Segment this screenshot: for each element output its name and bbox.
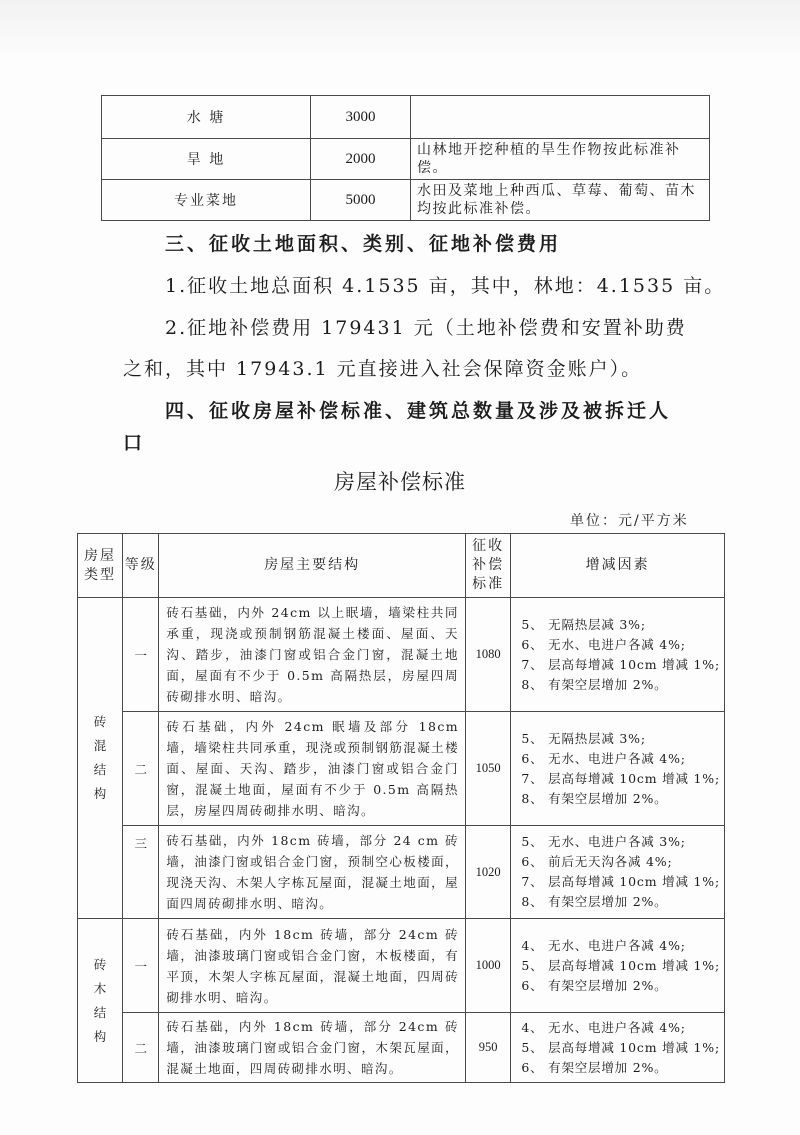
factor-item: 6、 无水、电进户各减 4%; [521, 750, 686, 766]
factor-item: 5、 层高每增减 10cm 增减 1%; [521, 957, 720, 973]
section-3-heading: 三、征收土地面积、类别、征地补偿费用 [165, 233, 562, 255]
section-3-item-2: 2.征地补偿费用 179431 元（土地补偿费和安置补助费 [165, 317, 687, 339]
land-price-cell: 2000 [311, 139, 411, 180]
section-4-heading-continued: 口 [123, 432, 146, 454]
factor-item: 8、 有架空层增加 2%。 [521, 676, 668, 692]
section-3-item-1: 1.征收土地总面积 4.1535 亩，其中，林地：4.1535 亩。 [165, 275, 726, 297]
header-type: 房屋 类型 [78, 534, 123, 598]
price-cell: 1020 [465, 826, 510, 919]
factor-item: 7、 层高每增减 10cm 增减 1%; [521, 874, 720, 889]
table-row [78, 1013, 725, 1083]
land-price-cell: 5000 [311, 180, 411, 221]
factor-item: 7、 层高每增减 10cm 增减 1%; [521, 656, 720, 672]
header-structure: 房屋主要结构 [159, 534, 466, 598]
house-table-title: 房屋补偿标准 [334, 470, 466, 494]
grade-cell: 三 [123, 826, 159, 919]
factor-item: 5、 无隔热层减 3%; [521, 730, 646, 746]
land-note-cell [411, 96, 710, 139]
grade-cell: 一 [123, 598, 159, 712]
land-type-cell: 水 塘 [102, 96, 311, 139]
table-row [78, 826, 725, 919]
header-factors: 增减因素 [511, 534, 725, 598]
land-type-cell: 旱 地 [102, 139, 311, 180]
section-4-heading: 四、征收房屋补偿标准、建筑总数量及涉及被拆迁人 [165, 400, 672, 422]
land-note-cell: 山林地开挖种植的旱生作物按此标准补偿。 [411, 139, 710, 180]
table-header-row [78, 534, 725, 598]
price-cell: 1050 [465, 712, 510, 826]
grade-cell: 二 [123, 712, 159, 826]
factor-item: 8、 有架空层增加 2%。 [521, 790, 668, 806]
house-type-cell: 砖 混 结 构 [78, 598, 123, 919]
factor-item: 7、 层高每增减 10cm 增减 1%; [521, 770, 720, 786]
factor-item: 5、 层高每增减 10cm 增减 1%; [521, 1039, 720, 1055]
factor-item: 5、 无隔热层减 3%; [521, 616, 646, 632]
structure-cell: 砖石基础，内外 24cm 眠墙及部分 18cm 墙，墙梁柱共同承重，现浇或预制钢筋混凝土楼面、屋面、天沟、踏步，油漆门窗或铝合金门窗，混凝土地面，屋面有不少于 0.5m 高隔热层，房屋四周砖砌排水明、暗沟。 [159, 712, 466, 826]
grade-cell: 一 [123, 919, 159, 1013]
table-row [78, 712, 725, 826]
factor-item: 4、 无水、电进户各减 4%; [521, 1019, 686, 1035]
price-cell: 1000 [465, 919, 510, 1013]
table-row [78, 598, 725, 712]
table-row [102, 96, 710, 139]
land-type-cell: 专业菜地 [102, 180, 311, 221]
factor-item: 6、 前后无天沟各减 4%; [521, 854, 673, 869]
factors-cell [511, 919, 725, 1013]
land-note-cell: 水田及菜地上种西瓜、草莓、葡萄、苗木均按此标准补偿。 [411, 180, 710, 221]
structure-cell: 砖石基础，内外 24cm 以上眠墙，墙梁柱共同承重，现浇或预制钢筋混凝土楼面、屋面、天沟、踏步，油漆门窗或铝合金门窗，混凝土地面，屋面有不少于 0.5m 高隔热层，房屋四周砖砌排水明、暗沟。 [159, 598, 466, 712]
header-price: 征收 补偿 标准 [465, 534, 510, 598]
land-price-cell: 3000 [311, 96, 411, 139]
structure-cell: 砖石基础，内外 18cm 砖墙，部分 24cm 砖墙，油漆玻璃门窗或铝合金门窗，木架瓦屋面，混凝土地面，四周砖砌排水明、暗沟。 [159, 1013, 466, 1083]
structure-cell: 砖石基础，内外 18cm 砖墙，部分 24cm 砖墙，油漆玻璃门窗或铝合金门窗，木板楼面，有平顶，木架人字栋瓦屋面，混凝土地面，四周砖砌排水明、暗沟。 [159, 919, 466, 1013]
factors-cell [511, 826, 725, 919]
factor-item: 6、 有架空层增加 2%。 [521, 1059, 668, 1075]
page-top-shade [0, 0, 800, 60]
factors-cell [511, 1013, 725, 1083]
grade-cell: 二 [123, 1013, 159, 1083]
table-row [78, 919, 725, 1013]
factor-item: 8、 有架空层增加 2%。 [521, 894, 668, 909]
land-compensation-table [101, 95, 710, 221]
table-row [102, 139, 710, 180]
factor-item: 5、 无水、电进户各减 3%; [521, 834, 686, 849]
factors-cell [511, 598, 725, 712]
table-row [102, 180, 710, 221]
house-compensation-table [77, 533, 725, 1083]
price-cell: 1080 [465, 598, 510, 712]
section-3-item-2-continued: 之和，其中 17943.1 元直接进入社会保障资金账户）。 [123, 358, 643, 380]
unit-label: 单位：元/平方米 [570, 513, 689, 529]
factor-item: 6、 有架空层增加 2%。 [521, 977, 668, 993]
factor-item: 6、 无水、电进户各减 4%; [521, 636, 686, 652]
price-cell: 950 [465, 1013, 510, 1083]
factor-item: 4、 无水、电进户各减 4%; [521, 937, 686, 953]
factors-cell [511, 712, 725, 826]
header-grade: 等级 [123, 534, 159, 598]
house-type-cell: 砖 木 结 构 [78, 919, 123, 1083]
structure-cell: 砖石基础，内外 18cm 砖墙，部分 24 cm 砖墙，油漆门窗或铝合金门窗，预制空心板楼面，现浇天沟、木架人字栋瓦屋面，混凝土地面，屋面四周砖砌排水明、暗沟。 [159, 826, 466, 919]
